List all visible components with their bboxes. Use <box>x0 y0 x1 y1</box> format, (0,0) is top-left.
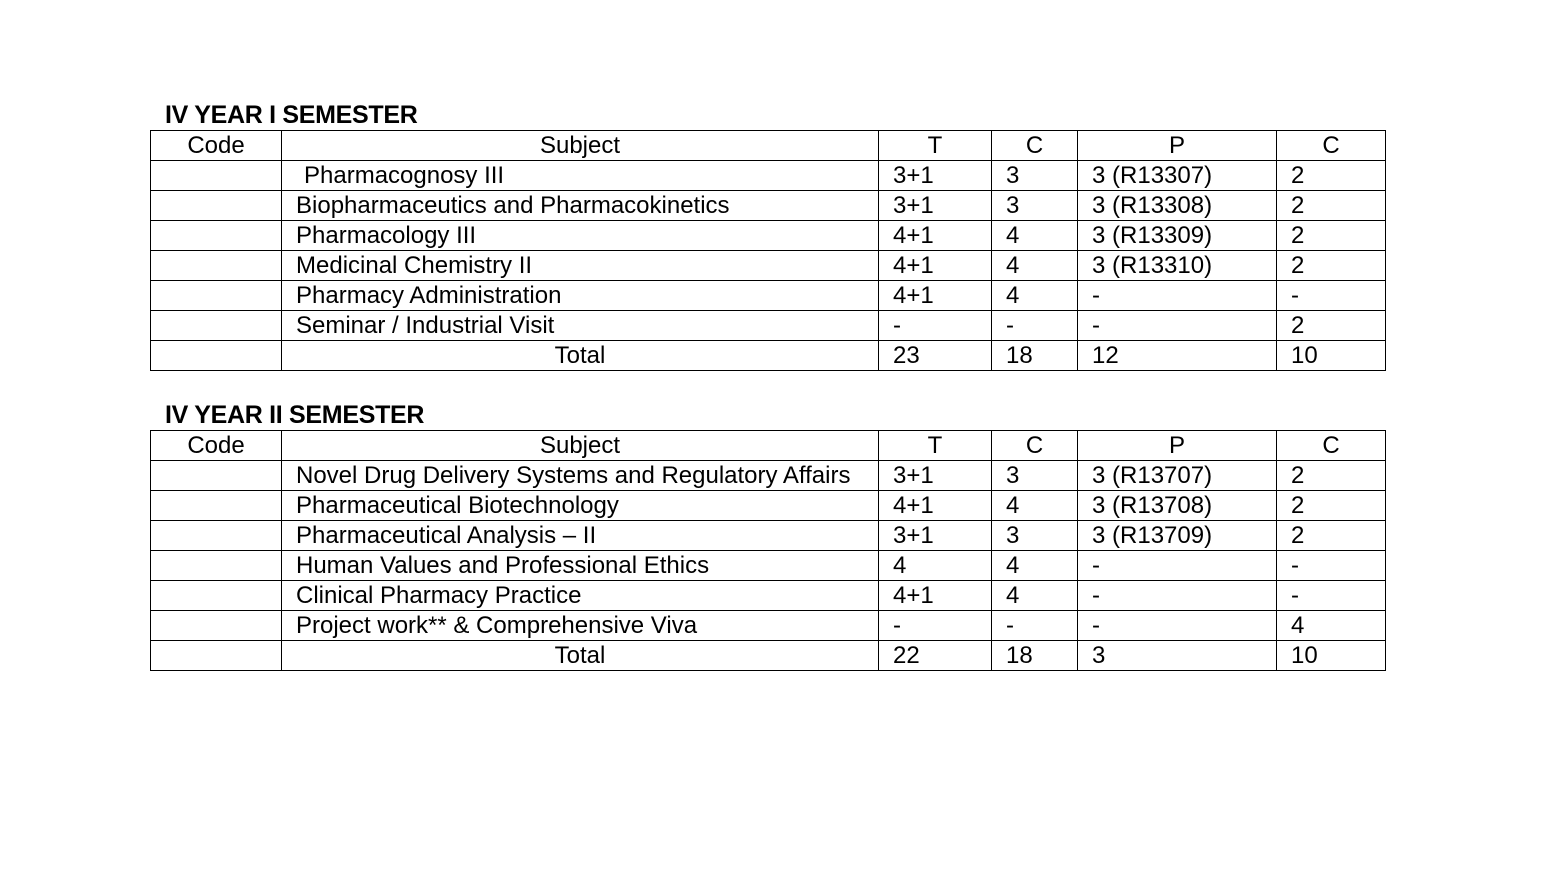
p-header: P <box>1078 131 1277 161</box>
subject-cell: Pharmacology III <box>282 221 879 251</box>
total-t: 23 <box>879 341 992 371</box>
c-header: C <box>992 431 1078 461</box>
code-cell <box>151 281 282 311</box>
p-cell: 3 (R13310) <box>1078 251 1277 281</box>
t-cell: 3+1 <box>879 521 992 551</box>
total-c: 10 <box>1277 641 1386 671</box>
c-cell: 4 <box>992 581 1078 611</box>
table-row <box>151 221 1386 251</box>
t-cell: 4+1 <box>879 581 992 611</box>
code-cell <box>151 341 282 371</box>
total-t: 22 <box>879 641 992 671</box>
c-cell: 2 <box>1277 251 1386 281</box>
table-row <box>151 581 1386 611</box>
code-cell <box>151 551 282 581</box>
code-cell <box>151 191 282 221</box>
table-row <box>151 251 1386 281</box>
t-cell: - <box>879 311 992 341</box>
total-label: Total <box>282 641 879 671</box>
total-p: 12 <box>1078 341 1277 371</box>
subject-cell: Biopharmaceutics and Pharmacokinetics <box>282 191 879 221</box>
c-cell: 4 <box>992 251 1078 281</box>
t-cell: 3+1 <box>879 461 992 491</box>
subject-cell: Pharmacy Administration <box>282 281 879 311</box>
table-row <box>151 521 1386 551</box>
t-cell: 4+1 <box>879 491 992 521</box>
table-row <box>151 461 1386 491</box>
c-cell: 2 <box>1277 491 1386 521</box>
c-cell: - <box>992 311 1078 341</box>
c-cell: - <box>1277 551 1386 581</box>
c-header: C <box>1277 131 1386 161</box>
c-header: C <box>1277 431 1386 461</box>
p-cell: - <box>1078 311 1277 341</box>
subject-cell: Pharmacognosy III <box>282 161 879 191</box>
semester-section-2 <box>150 400 1385 671</box>
total-row <box>151 341 1386 371</box>
table-row <box>151 611 1386 641</box>
p-cell: - <box>1078 611 1277 641</box>
p-cell: 3 (R13707) <box>1078 461 1277 491</box>
table-row <box>151 551 1386 581</box>
code-cell <box>151 311 282 341</box>
t-header: T <box>879 131 992 161</box>
t-cell: 4 <box>879 551 992 581</box>
table-row <box>151 161 1386 191</box>
t-cell: 3+1 <box>879 191 992 221</box>
table-row <box>151 281 1386 311</box>
semester-title: IV YEAR I SEMESTER <box>165 101 418 129</box>
c-cell: 4 <box>992 221 1078 251</box>
code-header: Code <box>151 131 282 161</box>
p-cell: 3 (R13309) <box>1078 221 1277 251</box>
c-cell: 2 <box>1277 191 1386 221</box>
p-cell: 3 (R13307) <box>1078 161 1277 191</box>
c-cell: 3 <box>992 161 1078 191</box>
code-cell <box>151 641 282 671</box>
code-cell <box>151 221 282 251</box>
c-cell: 4 <box>992 491 1078 521</box>
code-cell <box>151 581 282 611</box>
c-header: C <box>992 131 1078 161</box>
course-table <box>150 430 1386 671</box>
c-cell: 2 <box>1277 461 1386 491</box>
total-c: 18 <box>992 641 1078 671</box>
total-p: 3 <box>1078 641 1277 671</box>
code-header: Code <box>151 431 282 461</box>
table-row <box>151 491 1386 521</box>
total-label: Total <box>282 341 879 371</box>
subject-cell: Novel Drug Delivery Systems and Regulatory Affairs <box>282 461 879 491</box>
c-cell: 2 <box>1277 521 1386 551</box>
c-cell: - <box>1277 281 1386 311</box>
p-cell: 3 (R13709) <box>1078 521 1277 551</box>
c-cell: 4 <box>1277 611 1386 641</box>
subject-cell: Seminar / Industrial Visit <box>282 311 879 341</box>
c-cell: 2 <box>1277 161 1386 191</box>
p-cell: - <box>1078 551 1277 581</box>
total-c: 10 <box>1277 341 1386 371</box>
table-header-row <box>151 431 1386 461</box>
c-cell: - <box>992 611 1078 641</box>
subject-header: Subject <box>282 431 879 461</box>
course-table <box>150 130 1386 371</box>
p-cell: - <box>1078 281 1277 311</box>
subject-cell: Medicinal Chemistry II <box>282 251 879 281</box>
c-cell: 4 <box>992 281 1078 311</box>
c-cell: 2 <box>1277 311 1386 341</box>
t-cell: 4+1 <box>879 251 992 281</box>
semester-section-1 <box>150 100 1385 371</box>
t-header: T <box>879 431 992 461</box>
code-cell <box>151 251 282 281</box>
subject-cell: Pharmaceutical Biotechnology <box>282 491 879 521</box>
c-cell: 3 <box>992 191 1078 221</box>
subject-header: Subject <box>282 131 879 161</box>
subject-cell: Project work** & Comprehensive Viva <box>282 611 879 641</box>
semester-title: IV YEAR II SEMESTER <box>165 401 425 429</box>
subject-cell: Clinical Pharmacy Practice <box>282 581 879 611</box>
c-cell: 4 <box>992 551 1078 581</box>
total-c: 18 <box>992 341 1078 371</box>
table-header-row <box>151 131 1386 161</box>
p-cell: 3 (R13708) <box>1078 491 1277 521</box>
table-row <box>151 311 1386 341</box>
p-cell: - <box>1078 581 1277 611</box>
c-cell: 3 <box>992 461 1078 491</box>
subject-cell: Pharmaceutical Analysis – II <box>282 521 879 551</box>
t-cell: 4+1 <box>879 221 992 251</box>
p-cell: 3 (R13308) <box>1078 191 1277 221</box>
total-row <box>151 641 1386 671</box>
c-cell: 3 <box>992 521 1078 551</box>
code-cell <box>151 611 282 641</box>
code-cell <box>151 491 282 521</box>
table-row <box>151 191 1386 221</box>
code-cell <box>151 521 282 551</box>
code-cell <box>151 161 282 191</box>
t-cell: 3+1 <box>879 161 992 191</box>
code-cell <box>151 461 282 491</box>
c-cell: 2 <box>1277 221 1386 251</box>
t-cell: - <box>879 611 992 641</box>
subject-cell: Human Values and Professional Ethics <box>282 551 879 581</box>
t-cell: 4+1 <box>879 281 992 311</box>
c-cell: - <box>1277 581 1386 611</box>
p-header: P <box>1078 431 1277 461</box>
